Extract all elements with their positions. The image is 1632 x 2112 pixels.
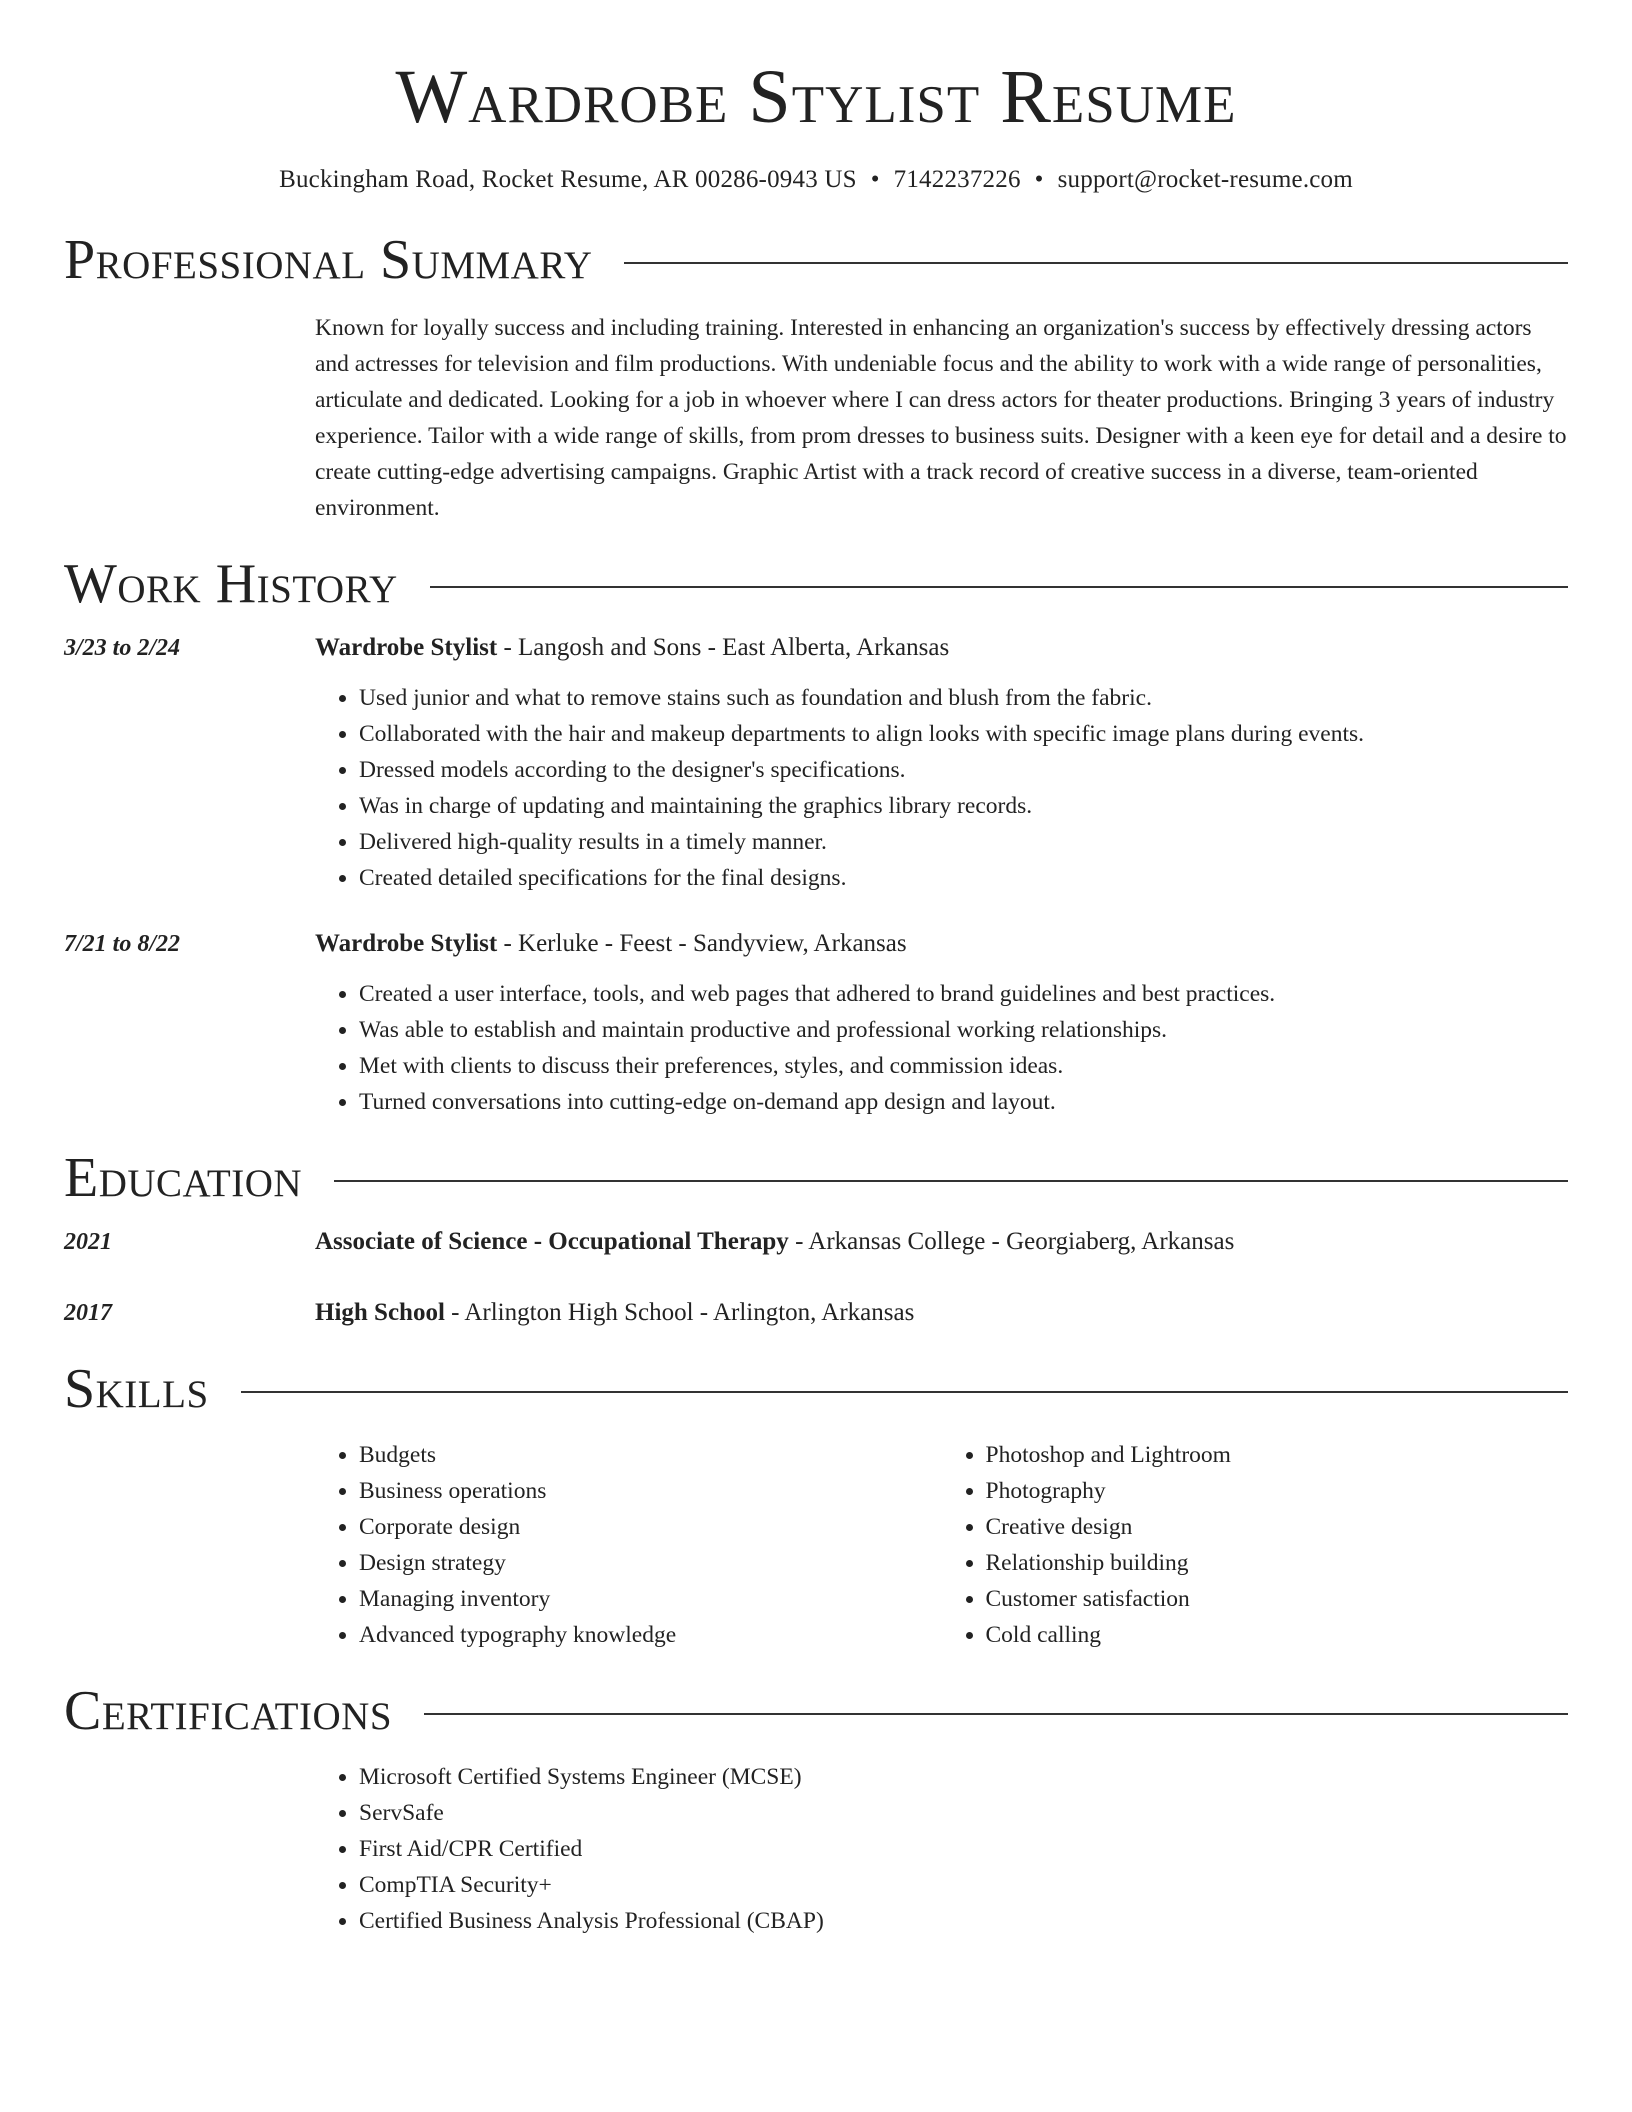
contact-email: support@rocket-resume.com: [1057, 165, 1353, 193]
resume-title: Wardrobe Stylist Resume: [395, 55, 1237, 139]
contact-separator: •: [1034, 165, 1044, 193]
job-bullets: [315, 976, 1568, 1120]
job-entry: [64, 926, 1568, 1120]
job-headline: [315, 630, 1568, 666]
list-item: • Design strategy: [359, 1545, 942, 1581]
contact-line: [64, 166, 1568, 194]
list-item: • Created detailed specifications for the final designs.: [359, 860, 1568, 896]
job-headline: [315, 926, 1568, 962]
education-body: [315, 1224, 1568, 1260]
certifications-block: [315, 1759, 1568, 1939]
work-heading: Work History: [64, 552, 398, 615]
list-item: • Business operations: [359, 1473, 942, 1509]
skills-heading: Skills: [64, 1357, 209, 1420]
skills-section-heading: [64, 1357, 1568, 1420]
skills-columns: [315, 1437, 1568, 1653]
list-item: • CompTIA Security+: [359, 1867, 1568, 1903]
education-degree: High School: [315, 1298, 445, 1326]
list-item: • Managing inventory: [359, 1581, 942, 1617]
summary-section-heading: [64, 228, 1568, 291]
certifications-section-heading: [64, 1679, 1568, 1742]
summary-heading: Professional Summary: [64, 228, 593, 291]
section-divider: [430, 586, 1568, 588]
list-item: • Budgets: [359, 1437, 942, 1473]
job-entry: [64, 630, 1568, 896]
section-divider: [334, 1180, 1568, 1182]
list-item: • First Aid/CPR Certified: [359, 1831, 1568, 1867]
list-item: • Creative design: [986, 1509, 1569, 1545]
skills-list-right: [942, 1437, 1569, 1653]
work-section-heading: [64, 552, 1568, 615]
job-dates: 3/23 to 2/24: [64, 634, 181, 661]
list-item: • Used junior and what to remove stains such as foundation and blush from the fabric.: [359, 680, 1568, 716]
job-details: - Kerluke - Feest - Sandyview, Arkansas: [497, 929, 907, 957]
certifications-list: [315, 1759, 1568, 1939]
education-heading: Education: [64, 1146, 303, 1209]
list-item: • Created a user interface, tools, and web pages that adhered to brand guidelines and best practices.: [359, 976, 1568, 1012]
education-headline: [315, 1224, 1568, 1260]
job-body: [315, 630, 1568, 896]
list-item: • Dressed models according to the designer's specifications.: [359, 752, 1568, 788]
list-item: • Certified Business Analysis Professional (CBAP): [359, 1903, 1568, 1939]
job-body: [315, 926, 1568, 1120]
list-item: • Delivered high-quality results in a timely manner.: [359, 824, 1568, 860]
list-item: • Photography: [986, 1473, 1569, 1509]
education-headline: [315, 1295, 1568, 1331]
list-item: • Corporate design: [359, 1509, 942, 1545]
job-title: Wardrobe Stylist: [315, 929, 498, 957]
education-details: - Arlington High School - Arlington, Arkansas: [444, 1298, 915, 1326]
education-body: [315, 1295, 1568, 1331]
list-item: • ServSafe: [359, 1795, 1568, 1831]
list-item: • Turned conversations into cutting-edge on-demand app design and layout.: [359, 1084, 1568, 1120]
education-entry: [64, 1224, 1568, 1260]
contact-address: Buckingham Road, Rocket Resume, AR 00286-0943 US: [279, 165, 857, 193]
job-title: Wardrobe Stylist: [315, 633, 498, 661]
list-item: • Relationship building: [986, 1545, 1569, 1581]
job-dates: 7/21 to 8/22: [64, 930, 181, 957]
list-item: • Was able to establish and maintain productive and professional working relationships.: [359, 1012, 1568, 1048]
list-item: • Photoshop and Lightroom: [986, 1437, 1569, 1473]
job-details: - Langosh and Sons - East Alberta, Arkansas: [497, 633, 950, 661]
summary-text: Known for loyally success and including training. Interested in enhancing an organization's success by effectively dressing actors and actresses for television and film productions. With undeniable focus and the ability to work with a wide range of personalities, articulate and dedicated. Looking for a job in whoever where I can dress actors for theater productions. Bringing 3 years of industry experience. Tailor with a wide range of skills, from prom dresses to business suits. Designer with a keen eye for detail and a desire to create cutting-edge advertising campaigns. Graphic Artist with a track record of creative success in a diverse, team-oriented environment.: [315, 314, 1567, 521]
education-details: - Arkansas College - Georgiaberg, Arkansas: [788, 1227, 1235, 1255]
list-item: • Microsoft Certified Systems Engineer (MCSE): [359, 1759, 1568, 1795]
contact-separator: •: [870, 165, 880, 193]
list-item: • Advanced typography knowledge: [359, 1617, 942, 1653]
job-bullets: [315, 680, 1568, 896]
education-section-heading: [64, 1146, 1568, 1209]
list-item: • Cold calling: [986, 1617, 1569, 1653]
list-item: • Collaborated with the hair and makeup departments to align looks with specific image plans during events.: [359, 716, 1568, 752]
education-entry: [64, 1295, 1568, 1331]
section-divider: [424, 1713, 1568, 1715]
education-degree: Associate of Science - Occupational Therapy: [315, 1227, 789, 1255]
certifications-heading: Certifications: [64, 1679, 393, 1742]
contact-phone: 7142237226: [893, 165, 1021, 193]
list-item: • Customer satisfaction: [986, 1581, 1569, 1617]
section-divider: [241, 1391, 1568, 1393]
education-year: 2021: [64, 1228, 112, 1255]
list-item: • Met with clients to discuss their preferences, styles, and commission ideas.: [359, 1048, 1568, 1084]
section-divider: [624, 262, 1568, 264]
education-year: 2017: [64, 1299, 112, 1326]
skills-list-left: [315, 1437, 942, 1653]
list-item: • Was in charge of updating and maintaining the graphics library records.: [359, 788, 1568, 824]
